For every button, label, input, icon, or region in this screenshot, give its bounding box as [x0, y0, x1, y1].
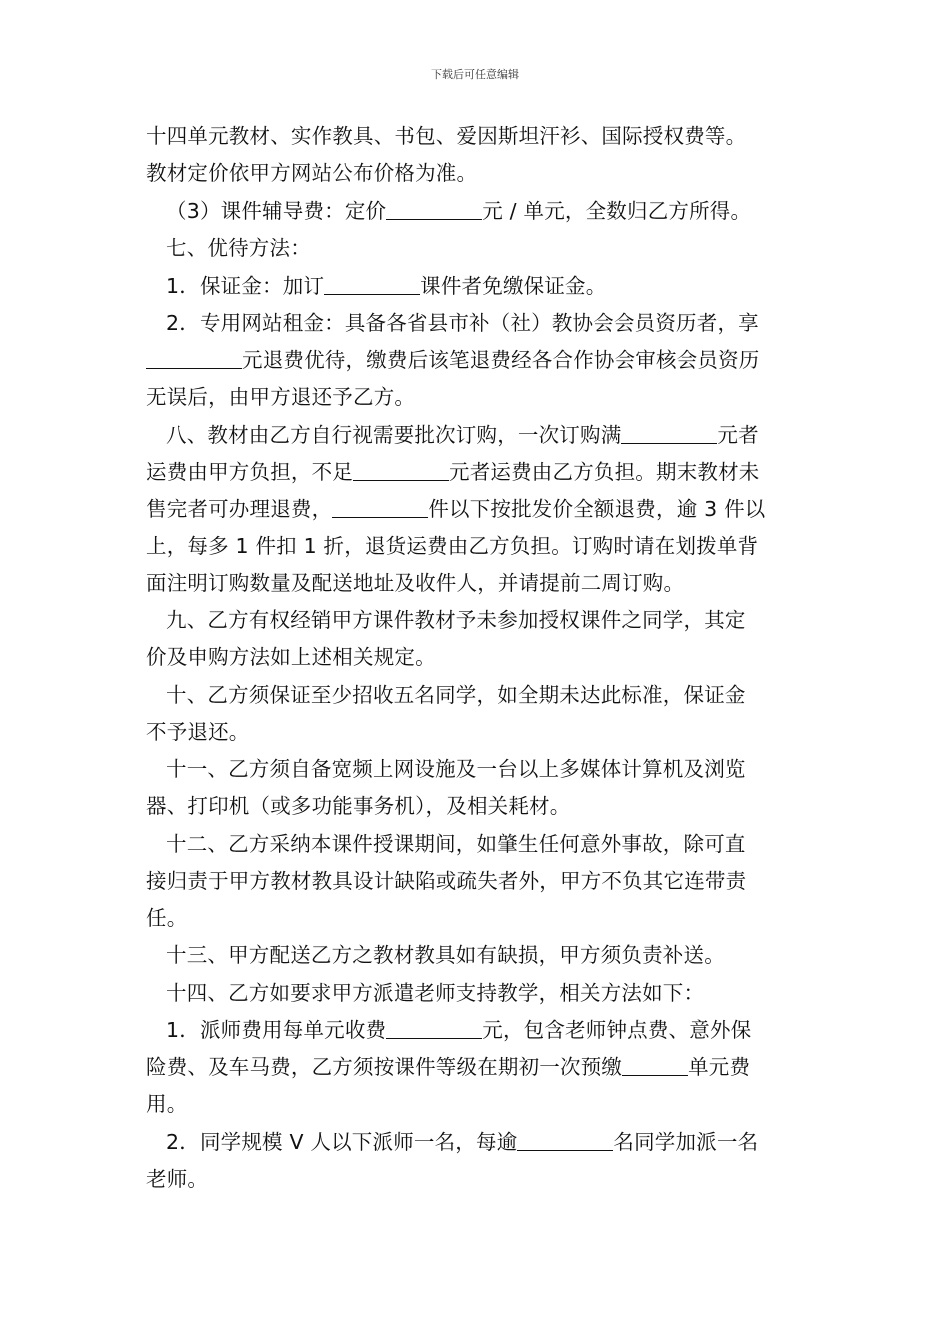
paragraph-section-7: [146, 230, 810, 267]
text-line: 十一、乙方须自备宽频上网设施及一台以上多媒体计算机及浏览: [166, 757, 746, 781]
text-segment: 名同学加派一名: [613, 1129, 759, 1154]
text-segment: 元者: [717, 422, 759, 447]
text-line: 十四、乙方如要求甲方派遣老师支持教学，相关方法如下：: [166, 980, 705, 1005]
text-line: [146, 193, 810, 230]
document-body: [146, 118, 810, 1198]
text-segment: 八、教材由乙方自行视需要批次订购，一次订购满: [166, 422, 622, 447]
fill-in-blank: [324, 272, 420, 295]
text-line: [146, 491, 810, 528]
paragraph-section-8: [146, 417, 810, 602]
text-line: [146, 454, 810, 491]
fill-in-blank: [146, 346, 242, 369]
text-segment: 1．保证金：加订: [166, 273, 325, 298]
text-segment: 元退费优待，缴费后该笔退费经各合作协会审核会员资历: [242, 348, 760, 372]
fill-in-blank: [622, 1053, 688, 1076]
text-line: [146, 342, 810, 379]
text-line: 2．专用网站租金：具备各省县市补（社）教协会会员资历者，享: [166, 311, 759, 335]
text-line: 不予退还。: [146, 719, 250, 744]
page-header: 下载后可任意编辑: [431, 68, 519, 81]
text-segment: 元，包含老师钟点费、意外保: [482, 1018, 752, 1042]
text-line: 器、打印机（或多功能事务机），及相关耗材。: [146, 794, 571, 818]
fill-in-blank: [353, 458, 449, 481]
text-segment: 单元费: [688, 1055, 751, 1079]
fill-in-blank: [386, 1016, 482, 1039]
paragraph-section-12: [146, 826, 810, 937]
paragraph-section-13: [146, 937, 810, 974]
paragraph-materials: [146, 118, 810, 192]
text-line: 教材定价依甲方网站公布价格为准。: [146, 161, 478, 185]
fill-in-blank: [517, 1128, 613, 1151]
text-segment: 元 / 单元，全数归乙方所得。: [482, 198, 752, 223]
text-segment: 运费由甲方负担，不足: [146, 459, 353, 484]
fill-in-blank: [386, 197, 482, 220]
text-line: 任。: [146, 905, 188, 930]
text-line: 用。: [146, 1092, 188, 1116]
paragraph-class-size: [146, 1124, 810, 1198]
paragraph-section-14: [146, 975, 810, 1012]
text-line: [146, 1124, 810, 1161]
text-line: 十四单元教材、实作教具、书包、爱因斯坦汗衫、国际授权费等。: [146, 124, 747, 148]
text-line: [146, 268, 810, 305]
text-line: 九、乙方有权经销甲方课件教材予未参加授权课件之同学，其定: [166, 608, 746, 632]
text-segment: 元者运费由乙方负担。期末教材未: [449, 459, 760, 484]
text-segment: 件以下按批发价全额退费，逾 3 件以: [428, 496, 766, 521]
text-segment: 1．派师费用每单元收费: [166, 1018, 387, 1042]
text-line: 接归责于甲方教材教具设计缺陷或疏失者外，甲方不负其它连带责: [146, 868, 747, 893]
section-heading: 七、优待方法：: [166, 236, 311, 260]
text-line: 十、乙方须保证至少招收五名同学，如全期未达此标准，保证金: [166, 682, 746, 707]
text-line: [146, 1012, 810, 1049]
paragraph-deposit: [146, 268, 810, 305]
fill-in-blank: [332, 495, 428, 518]
paragraph-website-rent: [146, 305, 810, 416]
text-line: 十二、乙方采纳本课件授课期间，如肇生任何意外事故，除可直: [166, 831, 746, 856]
text-segment: 2．同学规模 V 人以下派师一名，每逾: [166, 1129, 518, 1154]
text-line: 上，每多 1 件扣 1 折，退货运费由乙方负担。订购时请在划拨单背: [146, 533, 759, 558]
text-segment: 售完者可办理退费，: [146, 496, 333, 521]
text-line: [146, 1049, 810, 1086]
text-segment: （3）课件辅导费：定价: [166, 198, 387, 223]
text-line: [146, 417, 810, 454]
text-line: 面注明订购数量及配送地址及收件人，并请提前二周订购。: [146, 570, 685, 595]
text-segment: 险费、及车马费，乙方须按课件等级在期初一次预缴: [146, 1055, 623, 1079]
fill-in-blank: [621, 421, 717, 444]
text-line: 无误后，由甲方退还予乙方。: [146, 385, 416, 409]
paragraph-section-9: [146, 602, 810, 676]
text-line: 老师。: [146, 1166, 209, 1191]
paragraph-section-11: [146, 751, 810, 825]
text-segment: 课件者免缴保证金。: [420, 273, 607, 298]
paragraph-teacher-fee: [146, 1012, 810, 1123]
paragraph-tutoring-fee: [146, 193, 810, 230]
text-line: 十三、甲方配送乙方之教材教具如有缺损，甲方须负责补送。: [166, 943, 725, 967]
text-line: 价及申购方法如上述相关规定。: [146, 645, 436, 669]
paragraph-section-10: [146, 677, 810, 751]
